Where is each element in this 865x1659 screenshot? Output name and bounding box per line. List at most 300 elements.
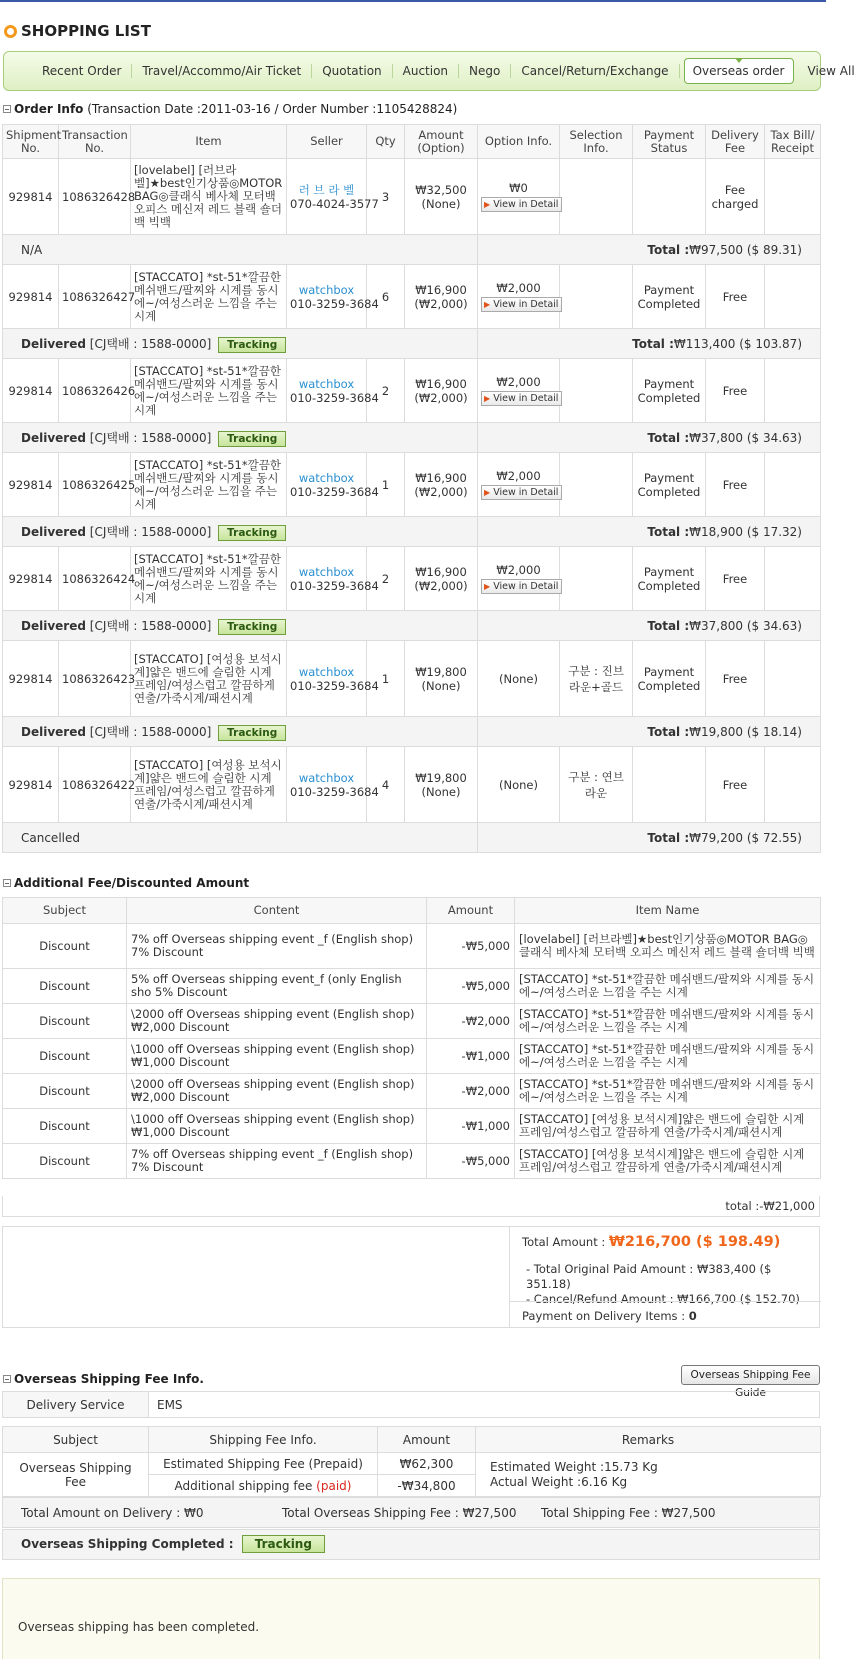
seller-name[interactable]: watchbox (298, 664, 355, 679)
tax-bill (765, 159, 821, 235)
fee-row (3, 969, 821, 1004)
transaction-no: 1086326428 (59, 159, 131, 235)
amount-cell (405, 359, 478, 423)
amount: ₩19,800 (415, 770, 467, 785)
quantity: 2 (367, 547, 405, 611)
shipment-no: 929814 (3, 359, 59, 423)
total-value: ₩37,800 ($ 34.63) (689, 430, 802, 445)
order-status-row (3, 717, 821, 747)
status-cell (3, 611, 478, 641)
fee-row (3, 1074, 821, 1109)
order-row (3, 359, 821, 423)
amount-option: (₩2,000) (414, 390, 468, 405)
estimated-fee-amount: ₩62,300 (378, 1453, 476, 1475)
selection-info: 구분 : 진브라운+골드 (560, 641, 633, 717)
order-status-row (3, 823, 821, 853)
amount-cell (405, 547, 478, 611)
additional-fee-text: Additional shipping fee (174, 1478, 317, 1493)
option-price: (None) (499, 777, 538, 792)
overseas-title: Overseas Shipping Fee Info. (14, 1372, 204, 1386)
col-transaction-no: Transaction No. (59, 125, 131, 159)
seller-name[interactable]: watchbox (298, 470, 355, 485)
collapse-icon[interactable] (3, 1375, 11, 1383)
seller-phone: 010-3259-3684 (290, 484, 379, 499)
status-cell (3, 423, 478, 453)
col-remarks: Remarks (476, 1427, 821, 1453)
shipment-no: 929814 (3, 547, 59, 611)
col-shipment-no: Shipment No. (3, 125, 59, 159)
view-detail-label: View in Detail (493, 393, 559, 404)
selection-info (560, 159, 633, 235)
delivery-fee: Free (706, 747, 765, 823)
order-row (3, 547, 821, 611)
shipping-fee-table (2, 1426, 821, 1497)
tracking-button[interactable]: Tracking (218, 337, 286, 353)
original-paid-amount: - Total Original Paid Amount : ₩383,400 ($ 351.18) (526, 1262, 772, 1291)
seller-name[interactable]: 러 브 라 벨 (298, 182, 355, 197)
total-value: ₩113,400 ($ 103.87) (673, 336, 802, 351)
fee-total: total :-₩21,000 (2, 1196, 820, 1217)
order-table (2, 124, 821, 853)
row-total (478, 717, 821, 747)
selection-info: 구분 : 연브라운 (560, 747, 633, 823)
item-name[interactable]: [STACCATO] *st-51*깔끔한 메쉬밴드/팔찌와 시계를 동시에~/여성스러운 느낌을 주는 시계 (131, 547, 287, 611)
shipment-no: 929814 (3, 747, 59, 823)
total-value: ₩18,900 ($ 17.32) (689, 524, 802, 539)
title-bullet-icon (4, 25, 17, 38)
tab-view-all[interactable]: View All (807, 64, 855, 78)
delivery-fee: Free (706, 547, 765, 611)
amount: ₩32,500 (415, 182, 467, 197)
payment-summary (2, 1226, 820, 1328)
total-label: Total : (647, 830, 690, 845)
fee-item-name: [STACCATO] [여성용 보석시계]얇은 밴드에 슬림한 시계 프레임/여성스럽고 깔끔하게 연출/가죽시계/패션시계 (515, 1144, 821, 1179)
shipment-no: 929814 (3, 641, 59, 717)
amount-cell (405, 641, 478, 717)
seller-cell (287, 641, 379, 717)
col-shipping-fee-info: Shipping Fee Info. (149, 1427, 378, 1453)
delivery-status: Delivered (21, 618, 86, 633)
quantity: 1 (367, 641, 405, 717)
col-delivery-fee: Delivery Fee (706, 125, 765, 159)
col-item: Item (131, 125, 287, 159)
option-cell (478, 453, 560, 517)
fee-amount: -₩2,000 (427, 1074, 515, 1109)
selection-info (560, 359, 633, 423)
total-shipping-fee: Total Shipping Fee : ₩27,500 (541, 1506, 716, 1520)
fee-content: 5% off Overseas shipping event_f (only English sho 5% Discount (127, 969, 427, 1004)
delivery-service-value: EMS (149, 1392, 820, 1418)
fee-content: \1000 off Overseas shipping event (English shop) ₩1,000 Discount (127, 1039, 427, 1074)
status-cell (3, 517, 478, 547)
row-total (478, 517, 821, 547)
pod-label: Payment on Delivery Items : (522, 1309, 689, 1323)
col-option-info: Option Info. (478, 125, 560, 159)
collapse-icon[interactable] (3, 879, 11, 887)
fee-content: \2000 off Overseas shipping event (English shop) ₩2,000 Discount (127, 1074, 427, 1109)
estimated-weight: Estimated Weight :15.73 Kg (490, 1459, 658, 1474)
seller-phone: 070-4024-3577 (290, 196, 379, 211)
row-total (478, 235, 821, 265)
arrow-right-icon: ▶ (484, 394, 491, 403)
fee-item-name: [STACCATO] *st-51*깔끔한 메쉬밴드/팔찌와 시계를 동시에~/여성스러운 느낌을 주는 시계 (515, 1074, 821, 1109)
item-name[interactable]: [STACCATO] *st-51*깔끔한 메쉬밴드/팔찌와 시계를 동시에~/여성스러운 느낌을 주는 시계 (131, 265, 287, 329)
delivery-service-table (2, 1391, 820, 1418)
payment-on-delivery (522, 1309, 697, 1324)
additional-fee-label (149, 1475, 378, 1497)
collapse-icon[interactable] (3, 105, 11, 113)
transaction-no: 1086326423 (59, 641, 131, 717)
col-amount: Amount (378, 1427, 476, 1453)
selection-info (560, 547, 633, 611)
shipping-remarks (476, 1453, 821, 1497)
amount: ₩19,800 (415, 664, 467, 679)
transaction-no: 1086326422 (59, 747, 131, 823)
col-amount: Amount (Option) (405, 125, 478, 159)
fee-amount: -₩1,000 (427, 1039, 515, 1074)
arrow-right-icon: ▶ (484, 488, 491, 497)
col-qty: Qty (367, 125, 405, 159)
status-cell (3, 823, 478, 853)
fee-item-name: [STACCATO] *st-51*깔끔한 메쉬밴드/팔찌와 시계를 동시에~/여성스러운 느낌을 주는 시계 (515, 969, 821, 1004)
option-cell (478, 265, 560, 329)
total-overseas-fee: Total Overseas Shipping Fee : ₩27,500 (282, 1506, 517, 1520)
payment-status: Payment Completed (633, 359, 706, 423)
col-subject: Subject (3, 1427, 149, 1453)
tracking-button[interactable]: Tracking (218, 431, 286, 447)
col-tax-bill: Tax Bill/ Receipt (765, 125, 821, 159)
item-name[interactable]: [lovelabel] [러브라벨]★best인기상품◎MOTOR BAG◎클래식 베사체 모터백 오피스 메신저 레드 블랙 숄더백 빅백 (131, 159, 287, 235)
view-detail-button[interactable] (481, 297, 562, 312)
page-title-text: SHOPPING LIST (21, 22, 151, 40)
order-status-row (3, 235, 821, 265)
col-item-name: Item Name (515, 898, 821, 924)
fee-content: 7% off Overseas shipping event _f (English shop) 7% Discount (127, 1144, 427, 1179)
delivery-fee: Free (706, 453, 765, 517)
order-type-tabs (3, 51, 855, 91)
tax-bill (765, 453, 821, 517)
delivery-service-label: Delivery Service (3, 1392, 149, 1418)
view-detail-label: View in Detail (493, 581, 559, 592)
payment-status: Payment Completed (633, 453, 706, 517)
transaction-no: 1086326426 (59, 359, 131, 423)
seller-cell (287, 547, 379, 611)
col-amount: Amount (427, 898, 515, 924)
total-amount-label: Total Amount : (522, 1235, 606, 1249)
seller-cell (287, 453, 379, 517)
order-table-header (3, 125, 821, 159)
shipping-fee-header (3, 1427, 821, 1453)
row-total (478, 329, 821, 359)
status-cell (3, 717, 478, 747)
amount-option: (₩2,000) (414, 578, 468, 593)
option-price: ₩2,000 (496, 469, 541, 483)
transaction-no: 1086326425 (59, 453, 131, 517)
order-status-row (3, 517, 821, 547)
tab-auction[interactable]: Auction (393, 64, 459, 78)
payment-status (633, 159, 706, 235)
seller-phone: 010-3259-3684 (290, 784, 379, 799)
summary-divider (510, 1301, 821, 1302)
quantity: 3 (367, 159, 405, 235)
tax-bill (765, 747, 821, 823)
seller-phone: 010-3259-3684 (290, 390, 379, 405)
fee-subject: Discount (3, 1039, 127, 1074)
paid-status: (paid) (316, 1478, 352, 1493)
shipment-no: 929814 (3, 159, 59, 235)
fee-row (3, 1109, 821, 1144)
seller-cell (287, 359, 379, 423)
total-label: Total : (647, 618, 690, 633)
tab-nego[interactable]: Nego (459, 64, 511, 78)
seller-name[interactable]: watchbox (298, 770, 355, 785)
delivery-status: Delivered (21, 524, 86, 539)
fee-subject: Discount (3, 1074, 127, 1109)
shipping-totals (2, 1497, 820, 1528)
col-seller: Seller (287, 125, 367, 159)
arrow-right-icon: ▶ (484, 582, 491, 591)
amount-option: (₩2,000) (414, 484, 468, 499)
quantity: 1 (367, 453, 405, 517)
cancel-refund-amount: - Cancel/Refund Amount : ₩166,700 ($ 152.70) (526, 1292, 800, 1306)
option-price: ₩2,000 (496, 375, 541, 389)
summary-panel (509, 1227, 820, 1327)
shipment-no: 929814 (3, 453, 59, 517)
shipping-completed-label: Overseas Shipping Completed : (21, 1537, 234, 1551)
col-content: Content (127, 898, 427, 924)
option-price: ₩2,000 (496, 563, 541, 577)
fee-item-name: [lovelabel] [러브라벨]★best인기상품◎MOTOR BAG◎클래식 베사체 모터백 오피스 메신저 레드 블랙 숄더백 빅백 (515, 924, 821, 969)
delivery-status: N/A (21, 242, 43, 257)
delivery-fee: Fee charged (706, 159, 765, 235)
item-name[interactable]: [STACCATO] [여성용 보석시계]얇은 밴드에 슬림한 시계 프레임/여성스럽고 깔끔하게 연출/가죽시계/패션시계 (131, 747, 287, 823)
payment-status (633, 747, 706, 823)
item-name[interactable]: [STACCATO] [여성용 보석시계]얇은 밴드에 슬림한 시계 프레임/여성스럽고 깔끔하게 연출/가죽시계/패션시계 (131, 641, 287, 717)
payment-status: Payment Completed (633, 265, 706, 329)
col-selection-info: Selection Info. (560, 125, 633, 159)
view-detail-label: View in Detail (493, 299, 559, 310)
total-amount-value: ₩216,700 ($ 198.49) (608, 1234, 781, 1250)
courier-info: [CJ택배 : 1588-0000] (89, 430, 212, 445)
seller-name[interactable]: watchbox (298, 564, 355, 579)
courier-info: [CJ택배 : 1588-0000] (89, 336, 212, 351)
courier-info: [CJ택배 : 1588-0000] (89, 724, 212, 739)
seller-name[interactable]: watchbox (298, 282, 355, 297)
actual-weight: Actual Weight :6.16 Kg (490, 1474, 628, 1489)
seller-cell (287, 747, 379, 823)
order-status-row (3, 423, 821, 453)
total-value: ₩97,500 ($ 89.31) (689, 242, 802, 257)
seller-phone: 010-3259-3684 (290, 678, 379, 693)
fee-item-name: [STACCATO] *st-51*깔끔한 메쉬밴드/팔찌와 시계를 동시에~/여성스러운 느낌을 주는 시계 (515, 1039, 821, 1074)
seller-cell (287, 265, 379, 329)
tracking-button[interactable]: Tracking (218, 619, 286, 635)
fee-subject: Discount (3, 1144, 127, 1179)
total-label: Total : (647, 724, 690, 739)
page-title (4, 20, 151, 42)
additional-fee-heading (3, 876, 249, 890)
fee-row (3, 924, 821, 969)
fee-amount: -₩2,000 (427, 1004, 515, 1039)
courier-info: [CJ택배 : 1588-0000] (89, 618, 212, 633)
total-value: ₩37,800 ($ 34.63) (689, 618, 802, 633)
order-row (3, 159, 821, 235)
item-name[interactable]: [STACCATO] *st-51*깔끔한 메쉬밴드/팔찌와 시계를 동시에~/여성스러운 느낌을 주는 시계 (131, 453, 287, 517)
additional-fee-title: Additional Fee/Discounted Amount (14, 876, 250, 890)
view-detail-button[interactable] (481, 391, 562, 406)
shipping-fee-guide-button[interactable]: Overseas Shipping Fee Guide (681, 1365, 820, 1385)
view-detail-button[interactable] (481, 579, 562, 594)
view-detail-label: View in Detail (493, 199, 559, 210)
seller-phone: 010-3259-3684 (290, 578, 379, 593)
top-bar (0, 0, 826, 2)
transaction-no: 1086326427 (59, 265, 131, 329)
status-cell (3, 329, 478, 359)
tax-bill (765, 359, 821, 423)
fee-table-header (3, 898, 821, 924)
total-amount-line (522, 1235, 808, 1250)
tracking-button[interactable]: Tracking (218, 525, 286, 541)
estimated-fee-label: Estimated Shipping Fee (Prepaid) (149, 1453, 378, 1475)
overseas-tracking-button[interactable]: Tracking (242, 1535, 325, 1553)
tracking-button[interactable]: Tracking (218, 725, 286, 741)
order-info-meta: (Transaction Date :2011-03-16 / Order Number :1105428824) (87, 102, 458, 116)
tab-recent-order[interactable]: Recent Order (32, 64, 132, 78)
shipping-message-box (2, 1578, 820, 1659)
option-cell (478, 159, 560, 235)
fee-row (3, 1144, 821, 1179)
total-label: Total : (647, 524, 690, 539)
col-payment-status: Payment Status (633, 125, 706, 159)
quantity: 4 (367, 747, 405, 823)
total-label: Total : (632, 336, 674, 351)
fee-subject: Discount (3, 924, 127, 969)
fee-item-name: [STACCATO] *st-51*깔끔한 메쉬밴드/팔찌와 시계를 동시에~/여성스러운 느낌을 주는 시계 (515, 1004, 821, 1039)
fee-amount: -₩5,000 (427, 1144, 515, 1179)
tab-quotation[interactable]: Quotation (312, 64, 392, 78)
option-cell (478, 747, 560, 823)
order-row (3, 453, 821, 517)
view-detail-button[interactable] (481, 485, 562, 500)
status-cell (3, 235, 478, 265)
payment-status: Payment Completed (633, 547, 706, 611)
overseas-shipping-status (2, 1529, 820, 1560)
amount-cell (405, 265, 478, 329)
pod-value: 0 (688, 1309, 697, 1323)
option-price: ₩2,000 (496, 281, 541, 295)
row-total (478, 423, 821, 453)
additional-fee-table (2, 897, 821, 1179)
view-detail-label: View in Detail (493, 487, 559, 498)
total-label: Total : (647, 242, 690, 257)
shipment-no: 929814 (3, 265, 59, 329)
fee-content: 7% off Overseas shipping event _f (English shop) 7% Discount (127, 924, 427, 969)
seller-name[interactable]: watchbox (298, 376, 355, 391)
option-price: (None) (499, 671, 538, 686)
amount-option: (None) (421, 678, 461, 693)
fee-row (3, 1004, 821, 1039)
amount: ₩16,900 (415, 564, 467, 579)
tab-travel[interactable]: Travel/Accommo/Air Ticket (132, 64, 312, 78)
option-cell (478, 641, 560, 717)
amount-cell (405, 159, 478, 235)
option-price: ₩0 (509, 181, 528, 195)
fee-item-name: [STACCATO] [여성용 보석시계]얇은 밴드에 슬림한 시계 프레임/여성스럽고 깔끔하게 연출/가죽시계/패션시계 (515, 1109, 821, 1144)
fee-amount: -₩1,000 (427, 1109, 515, 1144)
col-subject: Subject (3, 898, 127, 924)
delivery-status: Delivered (21, 430, 86, 445)
tax-bill (765, 547, 821, 611)
order-row (3, 641, 821, 717)
order-row (3, 747, 821, 823)
view-detail-button[interactable] (481, 197, 562, 212)
fee-amount: -₩5,000 (427, 924, 515, 969)
order-row (3, 265, 821, 329)
overseas-heading (3, 1372, 204, 1386)
shipping-message: Overseas shipping has been completed. (18, 1620, 260, 1634)
tax-bill (765, 641, 821, 717)
fee-row (3, 1039, 821, 1074)
amount: ₩16,900 (415, 282, 467, 297)
total-value: ₩79,200 ($ 72.55) (689, 830, 802, 845)
amount: ₩16,900 (415, 376, 467, 391)
fee-amount: -₩5,000 (427, 969, 515, 1004)
tab-overseas-order[interactable]: Overseas order (684, 58, 794, 84)
delivery-status: Cancelled (21, 830, 80, 845)
option-cell (478, 547, 560, 611)
amount-cell (405, 453, 478, 517)
delivery-status: Delivered (21, 724, 86, 739)
order-info-heading (3, 102, 457, 116)
seller-phone: 010-3259-3684 (290, 296, 379, 311)
total-value: ₩19,800 ($ 18.14) (689, 724, 802, 739)
quantity: 2 (367, 359, 405, 423)
order-status-row (3, 329, 821, 359)
selection-info (560, 265, 633, 329)
amount-option: (None) (421, 196, 461, 211)
row-total (478, 611, 821, 641)
amount-cell (405, 747, 478, 823)
order-info-title: Order Info (14, 102, 84, 116)
tax-bill (765, 265, 821, 329)
amount: ₩16,900 (415, 470, 467, 485)
order-status-row (3, 611, 821, 641)
transaction-no: 1086326424 (59, 547, 131, 611)
arrow-right-icon: ▶ (484, 200, 491, 209)
fee-subject: Discount (3, 1109, 127, 1144)
fee-content: \2000 off Overseas shipping event (English shop) ₩2,000 Discount (127, 1004, 427, 1039)
payment-status: Payment Completed (633, 641, 706, 717)
seller-cell (287, 159, 379, 235)
item-name[interactable]: [STACCATO] *st-51*깔끔한 메쉬밴드/팔찌와 시계를 동시에~/여성스러운 느낌을 주는 시계 (131, 359, 287, 423)
fee-subject: Discount (3, 1004, 127, 1039)
option-cell (478, 359, 560, 423)
quantity: 6 (367, 265, 405, 329)
shipping-fee-row (3, 1453, 821, 1475)
shipping-subject: Overseas Shipping Fee (3, 1453, 149, 1497)
amount-option: (None) (421, 784, 461, 799)
tab-cancel-return[interactable]: Cancel/Return/Exchange (511, 64, 679, 78)
courier-info: [CJ택배 : 1588-0000] (89, 524, 212, 539)
arrow-right-icon: ▶ (484, 300, 491, 309)
delivery-fee: Free (706, 359, 765, 423)
additional-fee-amount: -₩34,800 (378, 1475, 476, 1497)
delivery-fee: Free (706, 641, 765, 717)
fee-content: \1000 off Overseas shipping event (English shop) ₩1,000 Discount (127, 1109, 427, 1144)
delivery-status: Delivered (21, 336, 86, 351)
fee-subject: Discount (3, 969, 127, 1004)
delivery-fee: Free (706, 265, 765, 329)
